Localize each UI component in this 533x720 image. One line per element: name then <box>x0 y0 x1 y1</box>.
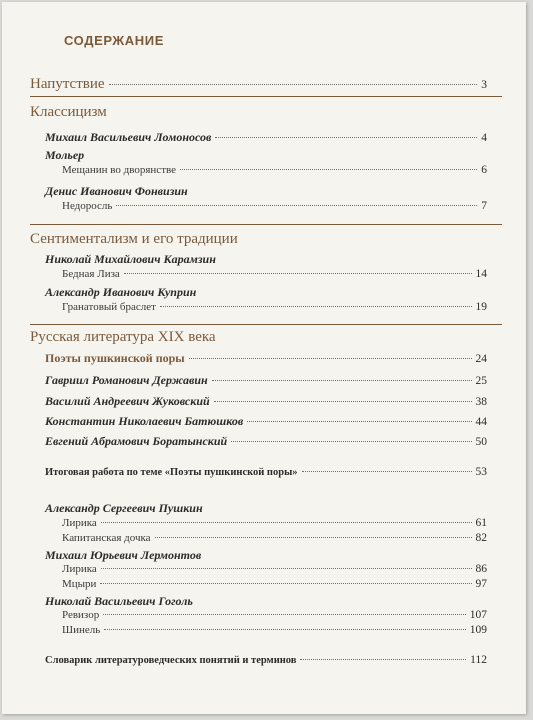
page-number: 4 <box>481 132 487 144</box>
work-title: Бедная Лиза <box>62 268 120 280</box>
dot-leader <box>160 306 472 307</box>
dot-leader <box>180 169 477 170</box>
work-title: Гранатовый браслет <box>62 301 156 313</box>
toc-entry-karamzin-work[interactable] <box>62 268 487 280</box>
toc-entry-batyushkov[interactable] <box>45 414 487 429</box>
page-number: 82 <box>475 532 487 544</box>
section-divider <box>30 324 502 325</box>
page-number: 50 <box>475 436 487 448</box>
dot-leader <box>124 273 472 274</box>
dot-leader <box>101 568 472 569</box>
author-name: Денис Иванович Фонвизин <box>45 184 188 198</box>
section-title: Русская литература XIX века <box>30 329 216 345</box>
page-number: 86 <box>475 563 487 575</box>
section-heading-classicism <box>30 104 107 121</box>
dot-leader <box>231 441 471 442</box>
author-lermontov <box>45 548 201 563</box>
work-title: Лирика <box>62 517 97 529</box>
author-pushkin <box>45 501 203 516</box>
section-title: Классицизм <box>30 104 107 120</box>
work-title: Капитанская дочка <box>62 532 151 544</box>
author-gogol <box>45 594 193 609</box>
dot-leader <box>103 614 466 615</box>
section-title: Напутствие <box>30 76 105 92</box>
dot-leader <box>189 358 472 359</box>
author-fonvizin <box>45 184 188 199</box>
page-number: 19 <box>475 301 487 313</box>
dot-leader <box>302 471 472 472</box>
toc-entry-baratynsky[interactable] <box>45 434 487 449</box>
toc-entry-moliere-work[interactable] <box>62 164 487 176</box>
dot-leader <box>247 421 471 422</box>
author-name: Николай Васильевич Гоголь <box>45 594 193 608</box>
toc-entry-gogol-revizor[interactable] <box>62 609 487 621</box>
toc-entry-lomonosov[interactable] <box>45 130 487 145</box>
toc-entry-lermontov-mtsyri[interactable] <box>62 578 487 590</box>
page-number: 6 <box>481 164 487 176</box>
author-name: Василий Андреевич Жуковский <box>45 394 210 408</box>
page-number: 25 <box>475 375 487 387</box>
toc-heading: СОДЕРЖАНИЕ <box>64 33 164 48</box>
work-title: Мцыри <box>62 578 97 590</box>
section-divider <box>30 96 502 97</box>
toc-entry-lermontov-lyrics[interactable] <box>62 563 487 575</box>
author-name: Евгений Абрамович Боратынский <box>45 434 228 448</box>
dot-leader <box>212 380 472 381</box>
author-karamzin <box>45 252 216 267</box>
author-moliere <box>45 148 84 163</box>
section-heading-russian-19 <box>30 329 216 346</box>
section-heading-sentimentalism <box>30 231 238 248</box>
group-title: Поэты пушкинской поры <box>45 351 185 365</box>
section-divider <box>30 224 502 225</box>
dot-leader <box>215 137 477 138</box>
toc-entry-zhukovsky[interactable] <box>45 394 487 409</box>
dot-leader <box>116 205 477 206</box>
page-number: 109 <box>469 624 487 636</box>
toc-entry-fonvizin-work[interactable] <box>62 200 487 212</box>
toc-entry-pushkin-daughter[interactable] <box>62 532 487 544</box>
author-name: Николай Михайлович Карамзин <box>45 252 216 266</box>
page-number: 107 <box>469 609 487 621</box>
author-kuprin <box>45 285 196 300</box>
dot-leader <box>101 522 472 523</box>
page-number: 3 <box>481 79 487 91</box>
dot-leader <box>155 537 472 538</box>
toc-entry-gogol-shinel[interactable] <box>62 624 487 636</box>
toc-entry-kuprin-work[interactable] <box>62 301 487 313</box>
toc-page <box>2 2 526 714</box>
toc-entry-pushkin-lyrics[interactable] <box>62 517 487 529</box>
dot-leader <box>100 583 471 584</box>
section-title: Сентиментализм и его традиции <box>30 231 238 247</box>
toc-entry-intro[interactable] <box>30 76 487 93</box>
toc-entry-final-work[interactable] <box>45 466 487 478</box>
toc-entry-poets-group[interactable] <box>45 351 487 366</box>
author-name: Гавриил Романович Державин <box>45 373 208 387</box>
dot-leader <box>109 84 478 85</box>
dot-leader <box>300 659 466 660</box>
author-name: Константин Николаевич Батюшков <box>45 414 244 428</box>
dot-leader <box>214 401 472 402</box>
page-number: 112 <box>470 654 487 666</box>
author-name: Михаил Юрьевич Лермонтов <box>45 548 202 562</box>
work-title: Лирика <box>62 563 97 575</box>
dot-leader <box>104 629 465 630</box>
work-title: Мещанин во дворянстве <box>62 164 177 176</box>
author-name: Мольер <box>45 148 85 162</box>
toc-entry-glossary[interactable] <box>45 654 487 666</box>
page-number: 7 <box>481 200 487 212</box>
author-name: Александр Иванович Куприн <box>45 285 197 299</box>
page-number: 53 <box>475 466 487 478</box>
work-title: Шинель <box>62 624 101 636</box>
page-number: 38 <box>475 396 487 408</box>
page-number: 14 <box>475 268 487 280</box>
page-number: 24 <box>475 353 487 365</box>
page-number: 61 <box>475 517 487 529</box>
toc-entry-derzhavin[interactable] <box>45 373 487 388</box>
page-number: 97 <box>475 578 487 590</box>
work-title: Ревизор <box>62 609 100 621</box>
author-name: Михаил Васильевич Ломоносов <box>45 130 212 144</box>
work-title: Недоросль <box>62 200 113 212</box>
final-work-title: Итоговая работа по теме «Поэты пушкинской поры» <box>45 467 298 478</box>
glossary-title: Словарик литературоведческих понятий и терминов <box>45 655 297 666</box>
page-number: 44 <box>475 416 487 428</box>
author-name: Александр Сергеевич Пушкин <box>45 501 203 515</box>
